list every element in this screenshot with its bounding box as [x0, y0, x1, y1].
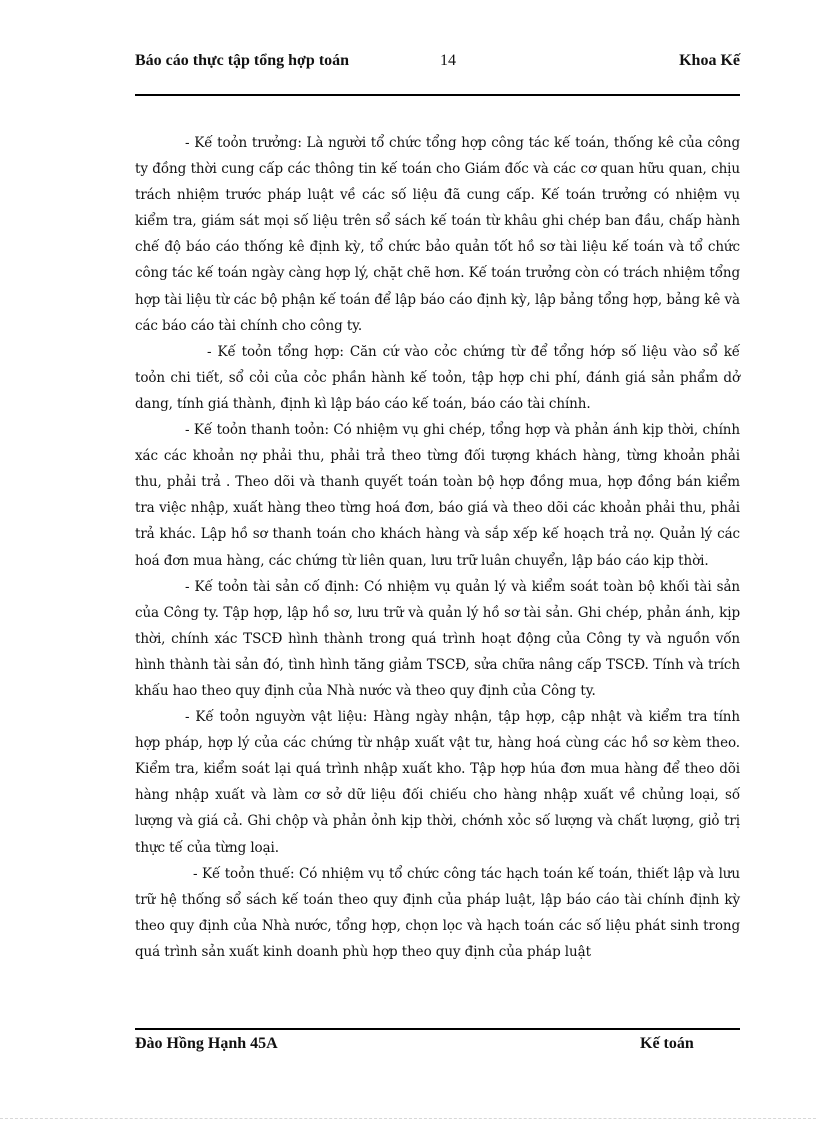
paragraph-payment-accountant: - Kế toỏn thanh toỏn: Có nhiệm vụ ghi chép, tổng hợp và phản ánh kịp thời, chính xác các khoản nợ phải thu, phải trả theo từng đối tượng khách hàng, từng khoản phải thu, phải trả . Theo dõi và thanh quyết toán toàn bộ hợp đồng mua, hợp đồng bán kiểm tra việc nhập, xuất hàng theo từng hoá đơn, báo giá và theo dõi các khoản phải thu, phải trả khác. Lập hồ sơ thanh toán cho khách hàng và sắp xếp kế hoạch trả nợ. Quản lý các hoá đơn mua hàng, các chứng từ liên quan, lưu trữ luân chuyển, lập báo cáo kịp thời. [135, 422, 740, 569]
department-label: Khoa Kế [679, 52, 740, 69]
paragraph-general-accountant: - Kế toỏn tổng hợp: Căn cứ vào cỏc chứng từ để tổng hớp số liệu vào sổ kế toỏn chi tiết, sổ cỏi của cỏc phần hành kế toỏn, tập hợp chi phí, đánh giá sản phẩm dở dang, tính giá thành, định kì lập báo cáo kế toán, báo cáo tài chính. [135, 343, 740, 412]
paragraph-fixed-asset-accountant: - Kế toỏn tài sản cố định: Có nhiệm vụ quản lý và kiểm soát toàn bộ khối tài sản của Công ty. Tập hợp, lập hồ sơ, lưu trữ và quản lý hồ sơ tài sản. Ghi chép, phản ánh, kịp thời, chính xác TSCĐ hình thành trong quá trình hoạt động của Công ty và nguồn vốn hình thành tài sản đó, tình hình tăng giảm TSCĐ, sửa chữa nâng cấp TSCĐ. Tính và trích khấu hao theo quy định của Nhà nước và theo quy định của Công ty. [135, 578, 740, 699]
major-label: Kế toán [640, 1035, 694, 1052]
author-name: Đào Hồng Hạnh 45A [135, 1035, 278, 1052]
paragraph-tax-accountant: - Kế toỏn thuế: Có nhiệm vụ tổ chức công tác hạch toán kế toán, thiết lập và lưu trữ hệ thống sổ sách kế toán theo quy định của pháp luật, lập báo cáo tài chính định kỳ theo quy định của Nhà nước, tổng hợp, chọn lọc và hạch toán các số liệu phát sinh trong quá trình sản xuất kinh doanh phù hợp theo quy định của pháp luật [135, 865, 740, 960]
page-number: 14 [440, 52, 456, 69]
footer-divider [135, 1028, 740, 1030]
paragraph-materials-accountant: - Kế toỏn nguyờn vật liệu: Hàng ngày nhận, tập hợp, cập nhật và kiểm tra tính hợp pháp, hợp lý của các chứng từ nhập xuất vật tư, hàng hoá cùng các hồ sơ kèm theo. Kiểm tra, kiểm soát lại quá trình nhập xuất kho. Tập hợp húa đơn mua hàng để theo dõi hàng nhập xuất và làm cơ sở dữ liệu đối chiếu cho hàng nhập xuất về chủng loại, số lượng và giá cả. Ghi chộp và phản ỏnh kịp thời, chớnh xỏc số lượng và chất lượng, giỏ trị thực tế của từng loại. [135, 709, 740, 856]
page-edge-divider [0, 1118, 816, 1119]
paragraph-chief-accountant: - Kế toỏn trưởng: Là người tổ chức tổng hợp công tác kế toán, thống kê của công ty đồng thời cung cấp các thông tin kế toán cho Giám đốc và các cơ quan hữu quan, chịu trách nhiệm trước pháp luật về các số liệu đã cung cấp. Kế toán trưởng có nhiệm vụ kiểm tra, giám sát mọi số liệu trên sổ sách kế toán từ khâu ghi chép ban đầu, chấp hành chế độ báo cáo thống kê định kỳ, tổ chức bảo quản tốt hồ sơ tài liệu kế toán và tổ chức công tác kế toán ngày càng hợp lý, chặt chẽ hơn. Kế toán trưởng còn có trách nhiệm tổng hợp tài liệu từ các bộ phận kế toán để lập báo cáo định kỳ, lập bảng tổng hợp, bảng kê và các báo cáo tài chính cho công ty. [135, 135, 740, 334]
page-header [135, 48, 740, 96]
document-body [135, 130, 740, 965]
report-title: Báo cáo thực tập tổng hợp toán [135, 52, 350, 69]
